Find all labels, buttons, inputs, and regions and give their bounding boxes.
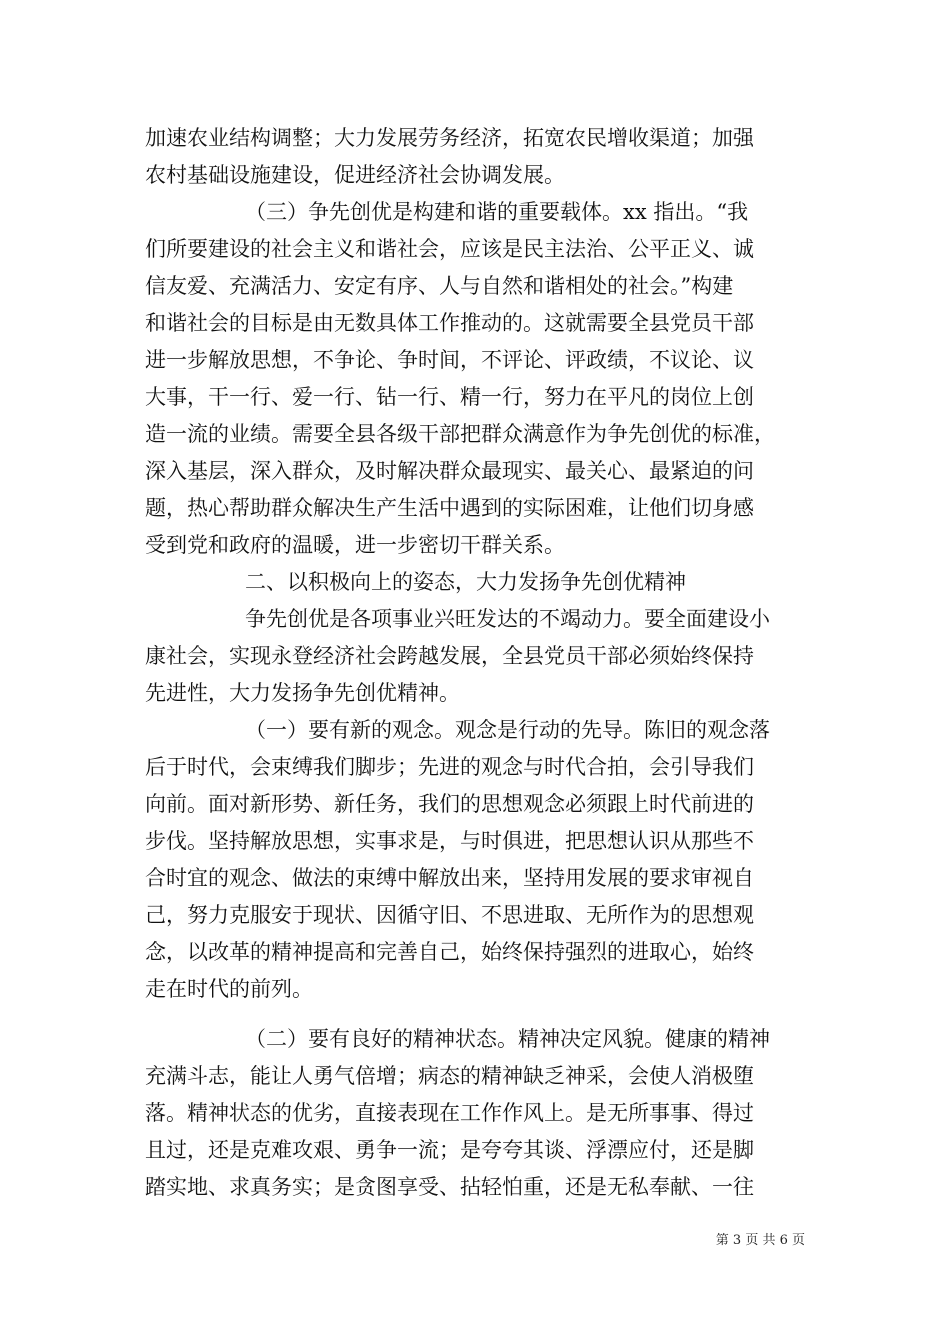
text-line: 受到党和政府的温暖，进一步密切干群关系。 — [145, 533, 565, 557]
text-line: （二）要有良好的精神状态。精神决定风貌。健康的精神 — [245, 1027, 770, 1051]
text-line: 落。精神状态的优劣，直接表现在工作作风上。是无所事事、得过 — [145, 1101, 754, 1125]
text-line: 们所要建设的社会主义和谐社会，应该是民主法治、公平正义、诚 — [145, 237, 754, 261]
text-line: 合时宜的观念、做法的束缚中解放出来，坚持用发展的要求审视自 — [145, 866, 754, 890]
text-line: 大事，干一行、爱一行、钻一行、精一行，努力在平凡的岗位上创 — [145, 385, 754, 409]
text-line: 己，努力克服安于现状、因循守旧、不思进取、无所作为的思想观 — [145, 903, 754, 927]
text-line: 步伐。坚持解放思想，实事求是，与时俱进，把思想认识从那些不 — [145, 829, 754, 853]
text-line: 且过，还是克难攻艰、勇争一流；是夸夸其谈、浮漂应付，还是脚 — [145, 1138, 754, 1162]
text-line: 造一流的业绩。需要全县各级干部把群众满意作为争先创优的标准， — [145, 422, 775, 446]
section-heading: 二、以积极向上的姿态，大力发扬争先创优精神 — [245, 570, 686, 594]
text-line: 走在时代的前列。 — [145, 977, 313, 1001]
text-line: 念，以改革的精神提高和完善自己，始终保持强烈的进取心，始终 — [145, 940, 754, 964]
text-line: 后于时代，会束缚我们脚步；先进的观念与时代合拍，会引导我们 — [145, 755, 754, 779]
text-line: 和谐社会的目标是由无数具体工作推动的。这就需要全县党员干部 — [145, 311, 754, 335]
text-line: 信友爱、充满活力、安定有序、人与自然和谐相处的社会。”构建 — [145, 274, 734, 298]
text-line: 进一步解放思想，不争论、争时间，不评论、评政绩，不议论、议 — [145, 348, 754, 372]
text-line: 充满斗志，能让人勇气倍增；病态的精神缺乏神采，会使人消极堕 — [145, 1064, 754, 1088]
text-line: 向前。面对新形势、新任务，我们的思想观念必须跟上时代前进的 — [145, 792, 754, 816]
text-line: 先进性，大力发扬争先创优精神。 — [145, 681, 460, 705]
text-line: 加速农业结构调整；大力发展劳务经济，拓宽农民增收渠道；加强 — [145, 126, 754, 150]
text-line: 农村基础设施建设，促进经济社会协调发展。 — [145, 163, 565, 187]
text-line: （三）争先创优是构建和谐的重要载体。xx 指出。“我 — [245, 200, 749, 224]
text-line: 争先创优是各项事业兴旺发达的不竭动力。要全面建设小 — [245, 607, 770, 631]
text-line: （一）要有新的观念。观念是行动的先导。陈旧的观念落 — [245, 718, 770, 742]
page-number-footer: 第 3 页 共 6 页 — [715, 1233, 805, 1248]
text-line: 康社会，实现永登经济社会跨越发展，全县党员干部必须始终保持 — [145, 644, 754, 668]
text-line: 深入基层，深入群众，及时解决群众最现实、最关心、最紧迫的问 — [145, 459, 754, 483]
text-line: 踏实地、求真务实；是贪图享受、拈轻怕重，还是无私奉献、一往 — [145, 1175, 754, 1199]
text-line: 题，热心帮助群众解决生产生活中遇到的实际困难，让他们切身感 — [145, 496, 754, 520]
